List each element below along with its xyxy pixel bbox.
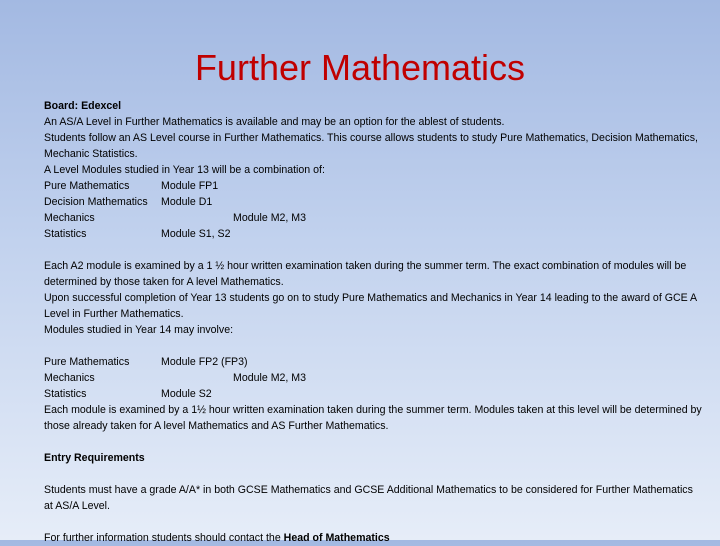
entry-text: Students must have a grade A/A* in both GCSE Mathematics and GCSE Additional Mathematics to be considered for Further Mathematics at AS/A Level. bbox=[44, 484, 693, 512]
board-line: Board: Edexcel bbox=[44, 100, 122, 112]
year13-module-row bbox=[44, 226, 704, 242]
module-code: Module M2, M3 bbox=[233, 372, 307, 384]
module-code: Module D1 bbox=[161, 196, 213, 208]
year13-module-row bbox=[44, 178, 704, 194]
module-subject: Pure Mathematics bbox=[44, 180, 130, 192]
para1-line-2: Students follow an AS Level course in Further Mathematics. This course allows students to study Pure Mathematics, Decision Mathematics, Mechanic Statistics. bbox=[44, 132, 698, 160]
year14-module-row bbox=[44, 386, 704, 402]
module-subject: Decision Mathematics bbox=[44, 196, 148, 208]
para1-line-3: A Level Modules studied in Year 13 will be a combination of: bbox=[44, 164, 325, 176]
contact-role: Head of Mathematics bbox=[283, 532, 390, 544]
contact-line bbox=[44, 530, 704, 546]
module-code: Module M2, M3 bbox=[233, 212, 307, 224]
spacer bbox=[44, 242, 704, 258]
module-code: Module S2 bbox=[161, 388, 212, 400]
spacer bbox=[44, 434, 704, 450]
module-subject: Statistics bbox=[44, 388, 87, 400]
para3: Each module is examined by a 1½ hour written examination taken during the summer term. Modules taken at this level will be determined by those already taken for A level Mathematics and AS Further Mathematics. bbox=[44, 404, 702, 432]
module-code: Module FP2 (FP3) bbox=[161, 356, 248, 368]
module-subject: Mechanics bbox=[44, 372, 95, 384]
entry-heading: Entry Requirements bbox=[44, 452, 145, 464]
module-subject: Mechanics bbox=[44, 212, 95, 224]
para1-line-1: An AS/A Level in Further Mathematics is available and may be an option for the ablest of students. bbox=[44, 116, 505, 128]
para2-line-2: Upon successful completion of Year 13 students go on to study Pure Mathematics and Mechanics in Year 14 leading to the award of GCE A Level in Further Mathematics. bbox=[44, 292, 697, 320]
year14-module-row bbox=[44, 370, 704, 386]
para2-line-3: Modules studied in Year 14 may involve: bbox=[44, 324, 234, 336]
content-body bbox=[44, 98, 704, 546]
para2-line-1: Each A2 module is examined by a 1 ½ hour written examination taken during the summer term. The exact combination of modules will be determined by those taken for A level Mathematics. bbox=[44, 260, 687, 288]
module-subject: Statistics bbox=[44, 228, 87, 240]
contact-prefix: For further information students should contact the bbox=[44, 532, 284, 544]
page-title: Further Mathematics bbox=[194, 47, 526, 88]
module-subject: Pure Mathematics bbox=[44, 356, 130, 368]
year14-module-row bbox=[44, 354, 704, 370]
spacer bbox=[44, 338, 704, 354]
year13-module-row bbox=[44, 194, 704, 210]
year13-module-row bbox=[44, 210, 704, 226]
spacer bbox=[44, 514, 704, 530]
spacer bbox=[44, 466, 704, 482]
module-code: Module FP1 bbox=[161, 180, 219, 192]
module-code: Module S1, S2 bbox=[161, 228, 231, 240]
